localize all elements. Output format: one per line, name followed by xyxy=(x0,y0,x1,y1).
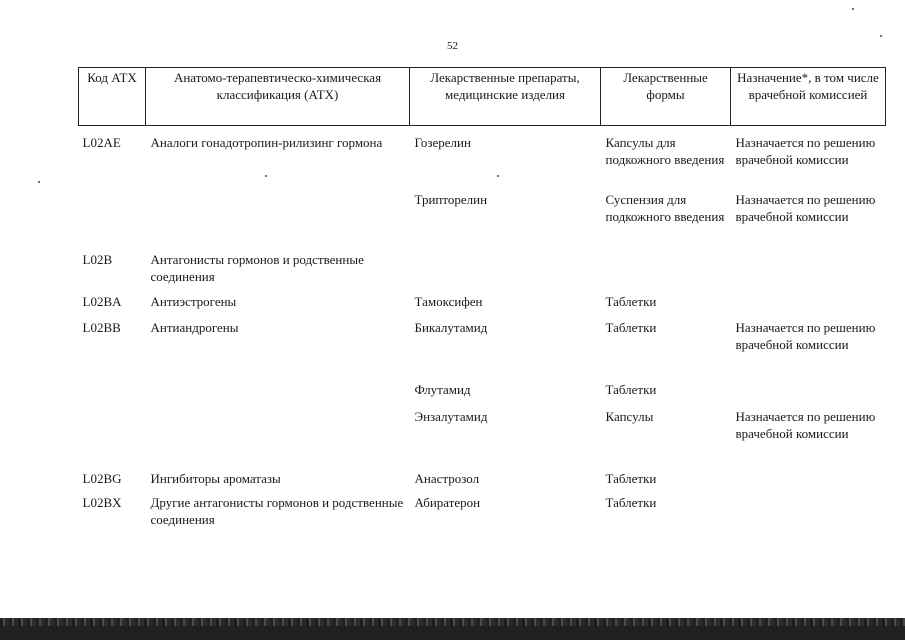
cell-atc-code: L02BX xyxy=(82,494,122,510)
table-row xyxy=(79,126,886,188)
cell-atc-code: L02BG xyxy=(82,470,122,486)
cell-drug: Тамоксифен xyxy=(414,293,483,309)
header-prescription-note: Назначение*, в том числе врачебной комиссией xyxy=(731,68,886,126)
header-atc-code: Код АТХ xyxy=(79,68,146,126)
cell-drug: Бикалутамид xyxy=(414,319,488,335)
cell-prescription-note xyxy=(731,378,886,405)
header-drugs: Лекарственные препараты, медицинские изделия xyxy=(410,68,601,126)
table-row xyxy=(79,248,886,290)
cell-prescription-note: Назначается по решению врачебной комиссии xyxy=(735,319,876,352)
cell-dosage-form: Таблетки xyxy=(605,293,657,309)
cell-classification: Другие антагонисты гормонов и родственные соединения xyxy=(150,494,404,527)
scan-speck xyxy=(38,181,40,183)
cell-atc-code xyxy=(79,188,146,248)
cell-prescription-note xyxy=(731,467,886,491)
table-row xyxy=(79,290,886,316)
scan-edge-bar xyxy=(0,618,905,640)
cell-classification: Аналоги гонадотропин-рилизинг гормона xyxy=(150,135,383,150)
table-row xyxy=(79,188,886,248)
cell-dosage-form: Таблетки xyxy=(605,381,657,397)
scan-speck xyxy=(265,175,267,177)
header-classification: Анатомо-терапевтическо-химическая классификация (АТХ) xyxy=(146,68,410,126)
table-row xyxy=(79,378,886,405)
cell-dosage-form: Таблетки xyxy=(605,470,657,486)
cell-prescription-note: Назначается по решению врачебной комиссии xyxy=(735,408,876,441)
cell-drug: Трипторелин xyxy=(414,191,488,207)
cell-classification: Антиэстрогены xyxy=(150,293,237,309)
scan-speck xyxy=(880,35,882,37)
cell-dosage-form: Суспензия для подкожного введения xyxy=(605,191,725,224)
cell-dosage-form: Капсулы xyxy=(605,408,654,424)
table-row xyxy=(79,316,886,378)
cell-classification xyxy=(146,405,410,467)
cell-classification: Ингибиторы ароматазы xyxy=(150,470,281,486)
header-dosage-forms: Лекарственные формы xyxy=(601,68,731,126)
cell-dosage-form xyxy=(601,248,731,290)
cell-atc-code xyxy=(79,405,146,467)
cell-dosage-form: Таблетки xyxy=(605,319,657,335)
cell-atc-code: L02AE xyxy=(82,135,121,150)
cell-drug: Гозерелин xyxy=(414,135,471,150)
cell-classification xyxy=(146,188,410,248)
cell-drug: Энзалутамид xyxy=(414,408,488,424)
scan-speck xyxy=(852,8,854,10)
table-row xyxy=(79,405,886,467)
cell-atc-code: L02BA xyxy=(82,293,122,309)
page-number: 52 xyxy=(447,40,458,52)
table-body xyxy=(79,126,886,531)
cell-dosage-form: Таблетки xyxy=(605,494,657,510)
cell-atc-code: L02B xyxy=(82,251,113,267)
cell-classification xyxy=(146,378,410,405)
table-row xyxy=(79,467,886,491)
cell-atc-code xyxy=(79,378,146,405)
table-row xyxy=(79,491,886,531)
cell-prescription-note: Назначается по решению врачебной комиссии xyxy=(735,135,876,167)
cell-drug: Флутамид xyxy=(414,381,471,397)
cell-drug xyxy=(410,248,601,290)
cell-classification: Антагонисты гормонов и родственные соединения xyxy=(150,251,364,284)
scan-speck xyxy=(497,175,499,177)
cell-dosage-form: Капсулы для подкожного введения xyxy=(605,135,725,167)
cell-drug: Абиратерон xyxy=(414,494,481,510)
drug-table xyxy=(78,67,886,531)
cell-classification: Антиандрогены xyxy=(150,319,239,335)
cell-drug: Анастрозол xyxy=(414,470,480,486)
table-header-row xyxy=(79,68,886,126)
cell-prescription-note xyxy=(731,248,886,290)
cell-atc-code: L02BB xyxy=(82,319,121,335)
cell-prescription-note xyxy=(731,290,886,316)
cell-prescription-note: Назначается по решению врачебной комиссии xyxy=(735,191,876,224)
cell-prescription-note xyxy=(731,491,886,531)
